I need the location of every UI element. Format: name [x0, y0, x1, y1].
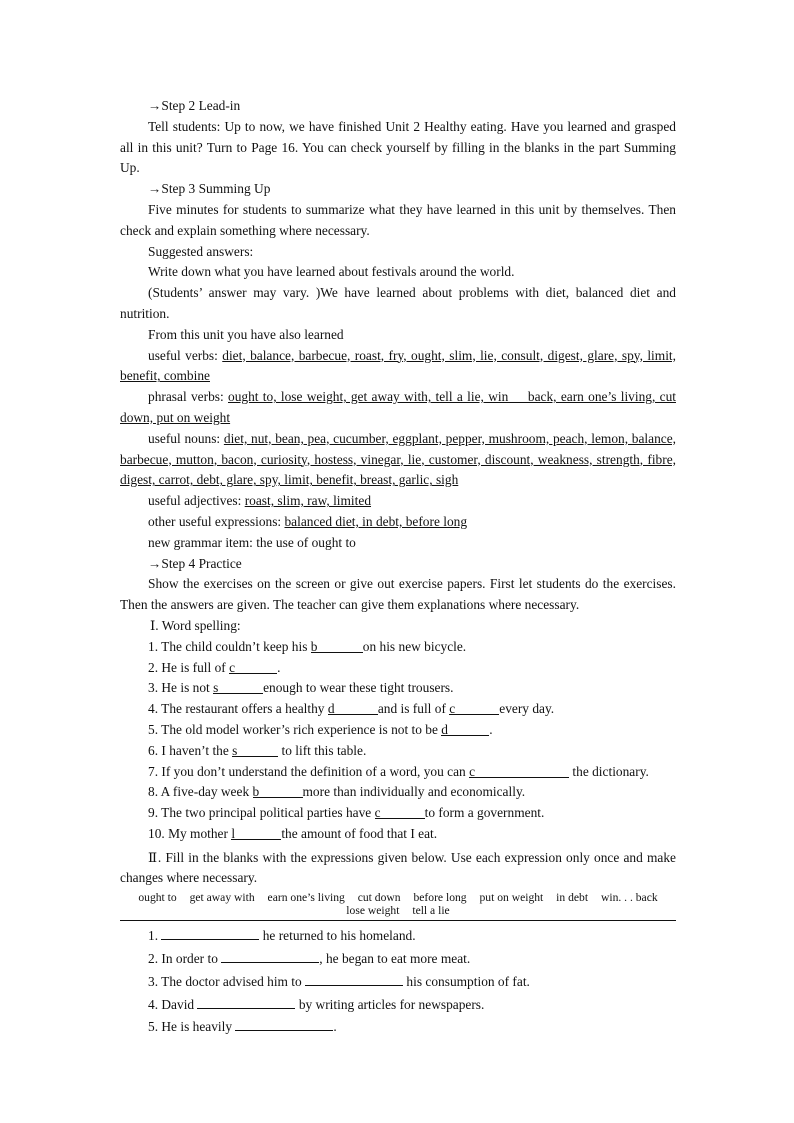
answer-blank[interactable]: c — [375, 803, 425, 819]
expression-word: get away with — [189, 891, 255, 905]
expression-word: tell a lie — [412, 904, 450, 918]
step2-heading: →Step 2 Lead-in — [148, 98, 241, 113]
phrasal-verbs-label: phrasal verbs: — [148, 389, 228, 405]
answer-blank[interactable]: c — [469, 762, 569, 778]
answer-blank[interactable]: c — [229, 658, 277, 674]
answer-blank[interactable]: b — [253, 782, 303, 798]
step3-heading: →Step 3 Summing Up — [148, 181, 271, 197]
answer-blank[interactable]: l — [231, 824, 281, 840]
answer-blank[interactable] — [161, 924, 259, 940]
fill-blank-item: 4. David by writing articles for newspapers. — [120, 993, 676, 1016]
useful-verbs-label: useful verbs: — [148, 347, 223, 363]
word-spelling-item: 9. The two principal political parties have c to form a government. — [148, 805, 545, 821]
expression-word: in debt — [556, 891, 589, 905]
answer-blank[interactable] — [305, 970, 403, 986]
useful-nouns — [120, 429, 676, 491]
word-spelling-item: 1. The child couldn’t keep his b on his new bicycle. — [148, 638, 467, 654]
answer-blank[interactable] — [197, 993, 295, 1009]
phrasal-verbs-list: ought to, lose weight, get away with, tell a lie, win back, earn one’s living, cut down, put on weight — [120, 389, 676, 425]
answer-1: (Students’ answer may vary. )We have learned about problems with diet, balanced diet and nutrition. — [120, 285, 676, 321]
suggested-answers-label: Suggested answers: — [148, 243, 254, 259]
word-spelling-item: 4. The restaurant offers a healthy d and is full of c every day. — [148, 701, 555, 717]
expression-word: lose weight — [346, 904, 400, 918]
answer-blank[interactable] — [235, 1015, 333, 1031]
fill-blank-item: 5. He is heavily . — [120, 1015, 676, 1038]
word-spelling-item: 3. He is not s enough to wear these tight trousers. — [148, 680, 454, 696]
expression-word: put on weight — [479, 891, 544, 905]
also-learned-label: From this unit you have also learned — [148, 326, 344, 342]
word-spelling-item: 7. If you don’t understand the definition of a word, you can c the dictionary. — [148, 763, 649, 779]
answer-blank[interactable] — [221, 947, 319, 963]
useful-nouns-list: diet, nut, bean, pea, cucumber, eggplant, pepper, mushroom, peach, lemon, balance, barbecue, mutton, bacon, curiosity, hostess, vinegar, lie, customer, discount, weakness, strength, fibre, digest, carrot, debt, glare, spy, limit, benefit, breast, garlic, sigh — [120, 430, 677, 488]
expression-word: win. . . back — [600, 891, 658, 905]
expression-word: earn one’s living — [267, 891, 345, 905]
answer-blank[interactable]: s — [232, 741, 278, 757]
other-expressions-label: other useful expressions: — [148, 513, 285, 529]
answer-blank[interactable]: s — [213, 678, 263, 694]
expression-word: ought to — [138, 891, 177, 905]
step2-text: Tell students: Up to now, we have finished Unit 2 Healthy eating. Have you learned and grasped all in this unit? Turn to Page 16. You can check yourself by filling in the blanks in the part Summing Up. — [120, 118, 676, 176]
useful-adjectives-list: roast, slim, raw, limited — [244, 493, 372, 509]
word-box-row — [120, 891, 676, 904]
step4-heading: →Step 4 Practice — [148, 555, 242, 571]
fill-blank-item: 3. The doctor advised him to his consumption of fat. — [120, 970, 676, 993]
useful-adjectives — [120, 491, 676, 512]
word-spelling-item: 10. My mother l the amount of food that I eat. — [148, 825, 438, 841]
expression-word: cut down — [357, 891, 401, 905]
useful-verbs-list: diet, balance, barbecue, roast, fry, ought, slim, lie, consult, digest, glare, spy, limit, benefit, combine — [120, 347, 676, 384]
question-1: Write down what you have learned about festivals around the world. — [148, 264, 515, 280]
useful-adjectives-label: useful adjectives: — [148, 493, 245, 509]
step4-text: Show the exercises on the screen or give out exercise papers. First let students do the exercises. Then the answers are given. The teacher can give them explanations where necessary. — [120, 576, 676, 613]
phrasal-verbs — [120, 387, 676, 429]
section1-title: Ⅰ. Word spelling: — [150, 617, 241, 633]
answer-blank[interactable]: b — [311, 637, 363, 653]
fill-blank-item: 2. In order to , he began to eat more meat. — [120, 947, 676, 970]
word-box-row — [120, 904, 676, 917]
section2-title: Ⅱ. Fill in the blanks with the expressions given below. Use each expression only once and make changes where necessary. — [120, 849, 676, 886]
section2-items — [120, 924, 676, 1038]
word-spelling-item: 6. I haven’t the s to lift this table. — [148, 742, 367, 758]
answer-blank[interactable]: d — [441, 720, 489, 736]
useful-verbs — [120, 346, 676, 388]
expression-word: before long — [413, 891, 467, 905]
grammar-item: new grammar item: the use of ought to — [148, 534, 356, 550]
expression-word-box — [120, 891, 676, 921]
word-spelling-item: 8. A five-day week b more than individually and economically. — [148, 784, 526, 800]
document-page — [120, 96, 676, 1038]
answer-blank[interactable]: c — [449, 699, 499, 715]
word-spelling-item: 5. The old model worker’s rich experience is not to be d . — [148, 721, 493, 737]
word-spelling-item: 2. He is full of c . — [148, 659, 281, 675]
step3-text: Five minutes for students to summarize what they have learned in this unit by themselves. Then check and explain something where necessary. — [120, 201, 676, 238]
other-expressions — [120, 512, 676, 533]
answer-blank[interactable]: d — [328, 699, 378, 715]
useful-nouns-label: useful nouns: — [148, 430, 224, 446]
fill-blank-item: 1. he returned to his homeland. — [120, 924, 676, 947]
other-expressions-list: balanced diet, in debt, before long — [284, 513, 468, 529]
